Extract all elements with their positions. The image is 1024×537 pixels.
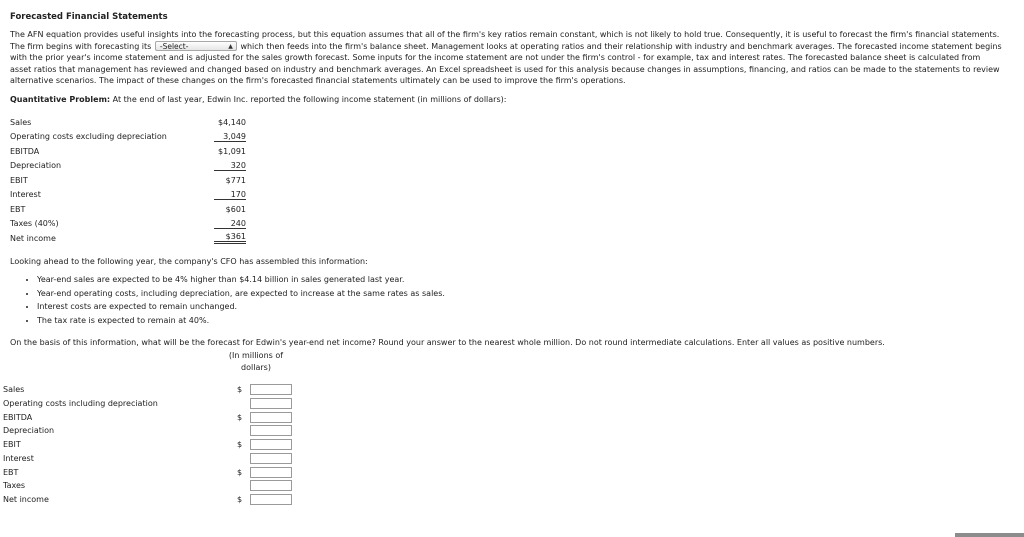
quantitative-problem	[10, 95, 1002, 104]
row-value: $771	[225, 175, 246, 185]
net-income-input[interactable]	[250, 494, 292, 505]
table-row	[10, 115, 246, 130]
row-label: Operating costs excluding depreciation	[10, 132, 167, 142]
dollar-sign: $	[237, 413, 243, 422]
header-line-1: (In millions of	[228, 351, 284, 360]
row-label: Depreciation	[10, 161, 62, 171]
row-value: 170	[214, 190, 246, 200]
dollar-sign: $	[237, 440, 243, 449]
ebt-input[interactable]	[250, 467, 292, 478]
table-row	[10, 231, 246, 246]
table-row	[10, 187, 246, 202]
list-item: • Year-end operating costs, including depreciation, are expected to increase at the same rates as sales.	[37, 287, 1002, 301]
ebit-input[interactable]	[250, 439, 292, 450]
income-statement-table	[10, 115, 246, 246]
quant-label: Quantitative Problem:	[10, 94, 111, 104]
interest-input[interactable]	[250, 453, 292, 464]
chevron-updown-icon: ▲︎	[228, 43, 233, 51]
answer-label-taxes: Taxes	[3, 481, 26, 490]
row-label: Net income	[10, 233, 56, 243]
row-value: $361	[214, 232, 246, 244]
header-line-2: dollars)	[241, 362, 271, 372]
intro-text-after: which then feeds into the firm's balance sheet. Management looks at operating ratios and their relationship with industry and benchmark averages. The forecasted income statement begins with the prior year's income statement and is adjusted for the sales growth forecast. Some inputs for the income statement are not under the firm's control - for example, tax and interest rates. The forecasted balance sheet is calculated from asset ratios that management has reviewed and changed based on industry and benchmark averages. An Excel spreadsheet is used for this analysis because changes in assumptions, financing, and ratios can be made to the statements to review alternative scenarios. The impact of these changes on the firm's forecasted financial statements ultimately can be used to improve the firm's operations.	[10, 41, 1002, 86]
table-row	[10, 173, 246, 188]
looking-ahead-text: Looking ahead to the following year, the company's CFO has assembled this information:	[10, 257, 368, 267]
row-value: $4,140	[218, 117, 246, 127]
dollar-sign: $	[237, 385, 243, 394]
answer-label-sales: Sales	[3, 385, 25, 394]
answer-label-interest: Interest	[3, 454, 34, 463]
list-item: • Year-end sales are expected to be 4% higher than $4.14 billion in sales generated last year.	[37, 273, 1002, 287]
sales-input[interactable]	[250, 384, 292, 395]
answer-label-operating-costs: Operating costs including depreciation	[3, 399, 158, 408]
page-title: Forecasted Financial Statements	[10, 12, 168, 22]
forecast-select-dropdown[interactable]	[155, 41, 237, 51]
ebitda-input[interactable]	[250, 412, 292, 423]
row-value: $1,091	[218, 146, 246, 156]
horizontal-scrollbar[interactable]	[955, 533, 1024, 537]
dollar-sign: $	[237, 495, 243, 504]
quant-text: At the end of last year, Edwin Inc. reported the following income statement (in millions of dollars):	[112, 94, 507, 104]
row-value: $601	[225, 204, 246, 214]
row-value: 240	[214, 219, 246, 229]
table-row	[10, 216, 246, 231]
answer-label-ebitda: EBITDA	[3, 413, 33, 422]
answer-label-ebit: EBIT	[3, 440, 21, 449]
table-row	[10, 158, 246, 173]
intro-paragraph	[10, 29, 1002, 87]
operating-costs-input[interactable]	[250, 398, 292, 409]
row-label: Taxes (40%)	[10, 219, 59, 229]
taxes-input[interactable]	[250, 480, 292, 491]
assumptions-list	[10, 273, 1002, 327]
table-row	[10, 129, 246, 144]
select-value: -Select-	[159, 42, 189, 52]
row-label: EBITDA	[10, 146, 40, 156]
question-text: On the basis of this information, what will be the forecast for Edwin's year-end net income? Round your answer to the nearest whole million. Do not round intermediate calculations. Enter all values as positive numbers.	[10, 338, 885, 348]
dollar-sign: $	[237, 468, 243, 477]
table-row	[10, 144, 246, 159]
row-label: Interest	[10, 190, 41, 200]
row-label: EBT	[10, 204, 26, 214]
problem-page	[10, 10, 1002, 347]
row-label: EBIT	[10, 175, 28, 185]
list-item: • Interest costs are expected to remain unchanged.	[37, 300, 1002, 314]
table-row	[10, 202, 246, 217]
depreciation-input[interactable]	[250, 425, 292, 436]
list-item: • The tax rate is expected to remain at 40%.	[37, 314, 1002, 328]
intro-text-before: The AFN equation provides useful insights into the forecasting process, but this equation assumes that all of the firm's key ratios remain constant, which is not likely to hold true. Consequently, it is useful to forecast the firm's financial statements. The firm begins with forecasting its	[10, 30, 1000, 51]
answer-label-net-income: Net income	[3, 495, 49, 504]
answer-label-ebt: EBT	[3, 468, 19, 477]
row-value: 3,049	[214, 132, 246, 142]
answer-column-header	[217, 350, 295, 373]
answer-label-depreciation: Depreciation	[3, 426, 55, 435]
row-label: Sales	[10, 117, 32, 127]
row-value: 320	[214, 161, 246, 171]
